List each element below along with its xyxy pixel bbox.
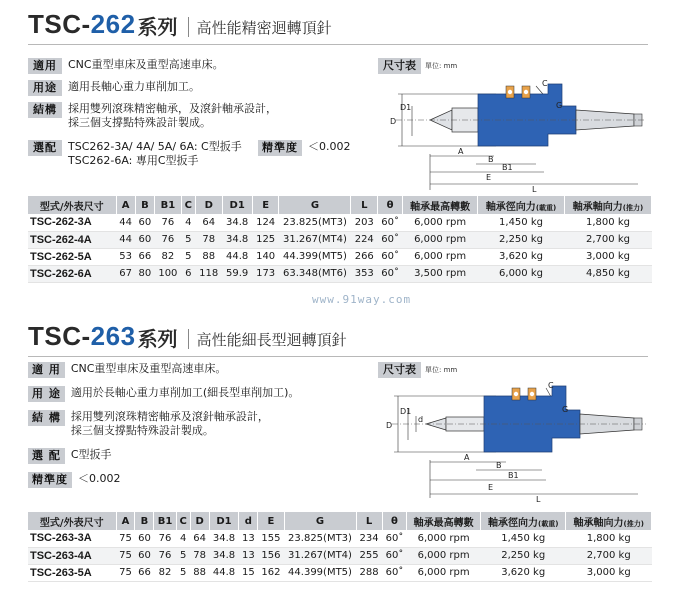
value-cell: 31.267(MT4) bbox=[279, 231, 351, 248]
header-L: L bbox=[356, 512, 382, 530]
header-model: 型式/外表尺寸 bbox=[28, 512, 116, 530]
use-label: 用 途 bbox=[28, 386, 65, 402]
header-A: A bbox=[116, 196, 135, 214]
value-cell: 1,450 kg bbox=[480, 530, 565, 547]
value-cell: 5 bbox=[176, 564, 190, 581]
dimension-label: 尺寸表 bbox=[378, 58, 421, 74]
label-A: A bbox=[458, 147, 464, 156]
header-max-rpm: 軸承最高轉數 bbox=[403, 196, 478, 214]
value-cell: 5 bbox=[181, 231, 195, 248]
model-cell: TSC-262-4A bbox=[28, 231, 116, 248]
apply-label: 適 用 bbox=[28, 362, 65, 378]
use-value: 適用長軸心重力車削加工。 bbox=[68, 80, 200, 93]
header-radial: 軸承徑向力(載重) bbox=[480, 512, 565, 530]
value-cell: 6,000 rpm bbox=[403, 214, 478, 231]
value-cell: 3,000 kg bbox=[564, 248, 651, 265]
structure-value bbox=[68, 102, 277, 130]
structure-line-2: 採三個支撐點特殊設計製成。 bbox=[68, 116, 211, 129]
label-D1: D1 bbox=[400, 407, 412, 416]
value-cell: 2,250 kg bbox=[478, 231, 565, 248]
value-cell: 23.825(MT3) bbox=[284, 530, 356, 547]
header-B1: B1 bbox=[154, 512, 176, 530]
watermark: www.91way.com bbox=[312, 293, 412, 306]
title-code: TSC- bbox=[28, 9, 91, 39]
header-D: D bbox=[195, 196, 222, 214]
value-cell: 76 bbox=[154, 530, 176, 547]
precision-value: ＜0.002 bbox=[78, 472, 121, 485]
value-cell: 2,700 kg bbox=[566, 547, 652, 564]
label-G: G bbox=[556, 101, 563, 110]
value-cell: 76 bbox=[154, 547, 176, 564]
value-cell: 155 bbox=[258, 530, 284, 547]
option-row bbox=[28, 140, 242, 168]
precision-value: ＜0.002 bbox=[308, 140, 351, 153]
value-cell: 203 bbox=[351, 214, 378, 231]
title-number: 262 bbox=[90, 9, 136, 39]
precision-label: 精準度 bbox=[28, 472, 72, 488]
value-cell: 60˚ bbox=[378, 248, 403, 265]
value-cell: 5 bbox=[176, 547, 190, 564]
label-E: E bbox=[486, 173, 492, 182]
dimension-unit: 單位: mm bbox=[425, 366, 458, 374]
precision-row bbox=[258, 140, 351, 156]
value-cell: 44 bbox=[116, 231, 135, 248]
value-cell: 60 bbox=[135, 530, 154, 547]
header-E: E bbox=[258, 512, 284, 530]
use-row bbox=[28, 80, 200, 96]
structure-label: 結 構 bbox=[28, 410, 65, 426]
table-row bbox=[28, 547, 652, 564]
value-cell: 82 bbox=[155, 248, 182, 265]
value-cell: 6,000 kg bbox=[478, 265, 565, 282]
value-cell: 31.267(MT4) bbox=[284, 547, 356, 564]
value-cell: 4 bbox=[176, 530, 190, 547]
table-row bbox=[28, 214, 652, 231]
value-cell: 63.348(MT6) bbox=[279, 265, 351, 282]
value-cell: 2,700 kg bbox=[564, 231, 651, 248]
structure-line-2: 採三個支撐點特殊設計製成。 bbox=[70, 424, 214, 437]
header-L: L bbox=[351, 196, 378, 214]
value-cell: 60˚ bbox=[378, 231, 403, 248]
value-cell: 3,000 kg bbox=[566, 564, 652, 581]
title-rule bbox=[28, 356, 648, 357]
use-row bbox=[28, 386, 299, 402]
dimension-header bbox=[378, 58, 457, 74]
dimension-unit: 單位: mm bbox=[425, 62, 458, 70]
value-cell: 118 bbox=[195, 265, 222, 282]
title-divider bbox=[188, 17, 189, 37]
slim-live-center-drawing bbox=[376, 380, 648, 504]
model-cell: TSC-262-5A bbox=[28, 248, 116, 265]
value-cell: 266 bbox=[351, 248, 378, 265]
title-series: 系列 bbox=[137, 15, 178, 39]
value-cell: 76 bbox=[155, 231, 182, 248]
header-C: C bbox=[181, 196, 195, 214]
label-A: A bbox=[464, 453, 470, 462]
use-label: 用途 bbox=[28, 80, 62, 96]
structure-line-1: 採用雙列滾珠精密軸承，及滾針軸承設計， bbox=[68, 102, 277, 115]
table-header-row bbox=[28, 196, 652, 214]
value-cell: 75 bbox=[116, 547, 135, 564]
value-cell: 3,620 kg bbox=[480, 564, 565, 581]
table-row bbox=[28, 231, 652, 248]
apply-value: CNC重型車床及重型高速車床。 bbox=[68, 58, 224, 71]
value-cell: 13 bbox=[239, 530, 258, 547]
header-B: B bbox=[135, 512, 154, 530]
header-radial: 軸承徑向力(載重) bbox=[478, 196, 565, 214]
value-cell: 4 bbox=[181, 214, 195, 231]
value-cell: 64 bbox=[190, 530, 209, 547]
value-cell: 255 bbox=[356, 547, 382, 564]
header-max-rpm: 軸承最高轉數 bbox=[407, 512, 481, 530]
title-subtitle: 高性能細長型迴轉頂針 bbox=[196, 331, 347, 349]
value-cell: 6,000 rpm bbox=[403, 248, 478, 265]
value-cell: 124 bbox=[252, 214, 279, 231]
label-C: C bbox=[542, 79, 548, 88]
label-D1: D1 bbox=[400, 103, 412, 112]
apply-row bbox=[28, 362, 226, 378]
value-cell: 44.8 bbox=[209, 564, 239, 581]
header-axial: 軸承軸向力(推力) bbox=[564, 196, 651, 214]
header-D1: D1 bbox=[209, 512, 239, 530]
value-cell: 60˚ bbox=[382, 547, 407, 564]
value-cell: 78 bbox=[195, 231, 222, 248]
series-262-title bbox=[28, 6, 332, 40]
series-263-section bbox=[0, 312, 680, 602]
header-axial: 軸承軸向力(推力) bbox=[566, 512, 652, 530]
option-row bbox=[28, 448, 112, 464]
label-B1: B1 bbox=[502, 163, 513, 172]
live-center-drawing bbox=[376, 76, 648, 194]
header-G: G bbox=[279, 196, 351, 214]
value-cell: 140 bbox=[252, 248, 279, 265]
value-cell: 34.8 bbox=[209, 530, 239, 547]
value-cell: 34.8 bbox=[222, 231, 252, 248]
header-B: B bbox=[135, 196, 154, 214]
apply-label: 適用 bbox=[28, 58, 62, 74]
structure-line-1: 採用雙列滾珠精密軸承及滾針軸承設計， bbox=[70, 410, 269, 423]
label-C: C bbox=[548, 381, 554, 390]
label-L: L bbox=[536, 495, 541, 504]
model-cell: TSC-262-6A bbox=[28, 265, 116, 282]
table-header-row bbox=[28, 512, 652, 530]
value-cell: 34.8 bbox=[222, 214, 252, 231]
value-cell: 6,000 rpm bbox=[403, 231, 478, 248]
value-cell: 1,800 kg bbox=[566, 530, 652, 547]
value-cell: 1,800 kg bbox=[564, 214, 651, 231]
value-cell: 88 bbox=[195, 248, 222, 265]
precision-label: 精準度 bbox=[258, 140, 302, 156]
value-cell: 44.399(MT5) bbox=[284, 564, 356, 581]
value-cell: 13 bbox=[239, 547, 258, 564]
title-code: TSC- bbox=[28, 321, 91, 351]
value-cell: 67 bbox=[116, 265, 135, 282]
title-number: 263 bbox=[90, 321, 136, 351]
dimension-header bbox=[378, 362, 457, 378]
value-cell: 60˚ bbox=[378, 214, 403, 231]
header-C: C bbox=[176, 512, 190, 530]
value-cell: 60 bbox=[135, 547, 154, 564]
value-cell: 4,850 kg bbox=[564, 265, 651, 282]
title-series: 系列 bbox=[137, 327, 178, 351]
header-A: A bbox=[116, 512, 135, 530]
value-cell: 60˚ bbox=[382, 564, 407, 581]
value-cell: 6,000 rpm bbox=[407, 564, 481, 581]
title-subtitle: 高性能精密迴轉頂針 bbox=[196, 19, 332, 37]
label-G: G bbox=[562, 405, 569, 414]
header-theta: θ bbox=[382, 512, 407, 530]
value-cell: 80 bbox=[135, 265, 154, 282]
value-cell: 60˚ bbox=[378, 265, 403, 282]
value-cell: 64 bbox=[195, 214, 222, 231]
value-cell: 60˚ bbox=[382, 530, 407, 547]
title-rule bbox=[28, 44, 648, 45]
value-cell: 234 bbox=[356, 530, 382, 547]
dimension-label: 尺寸表 bbox=[378, 362, 421, 378]
label-E: E bbox=[488, 483, 494, 492]
model-cell: TSC-263-4A bbox=[28, 547, 116, 564]
table-row bbox=[28, 564, 652, 581]
table-row bbox=[28, 530, 652, 547]
label-d: d bbox=[418, 415, 424, 424]
value-cell: 173 bbox=[252, 265, 279, 282]
header-D: D bbox=[190, 512, 209, 530]
value-cell: 59.9 bbox=[222, 265, 252, 282]
spec-table-263 bbox=[28, 512, 652, 582]
value-cell: 44.8 bbox=[222, 248, 252, 265]
header-d: d bbox=[239, 512, 258, 530]
value-cell: 60 bbox=[135, 231, 154, 248]
header-model: 型式/外表尺寸 bbox=[28, 196, 116, 214]
value-cell: 224 bbox=[351, 231, 378, 248]
value-cell: 23.825(MT3) bbox=[279, 214, 351, 231]
value-cell: 162 bbox=[258, 564, 284, 581]
label-L: L bbox=[532, 185, 537, 194]
value-cell: 2,250 kg bbox=[480, 547, 565, 564]
model-cell: TSC-262-3A bbox=[28, 214, 116, 231]
label-D: D bbox=[386, 421, 393, 430]
model-cell: TSC-263-3A bbox=[28, 530, 116, 547]
value-cell: 76 bbox=[155, 214, 182, 231]
value-cell: 156 bbox=[258, 547, 284, 564]
value-cell: 88 bbox=[190, 564, 209, 581]
option-value bbox=[68, 140, 242, 168]
header-G: G bbox=[284, 512, 356, 530]
value-cell: 288 bbox=[356, 564, 382, 581]
option-line-1: TSC262-3A/ 4A/ 5A/ 6A: C型扳手 bbox=[68, 140, 242, 153]
model-cell: TSC-263-5A bbox=[28, 564, 116, 581]
spec-table-262 bbox=[28, 196, 652, 283]
value-cell: 78 bbox=[190, 547, 209, 564]
apply-row bbox=[28, 58, 224, 74]
value-cell: 60 bbox=[135, 214, 154, 231]
value-cell: 3,500 rpm bbox=[403, 265, 478, 282]
value-cell: 125 bbox=[252, 231, 279, 248]
structure-row bbox=[28, 102, 277, 130]
value-cell: 5 bbox=[181, 248, 195, 265]
label-B: B bbox=[496, 461, 502, 470]
label-D: D bbox=[390, 117, 397, 126]
label-B1: B1 bbox=[508, 471, 519, 480]
structure-label: 結構 bbox=[28, 102, 62, 118]
value-cell: 75 bbox=[116, 530, 135, 547]
table-row bbox=[28, 265, 652, 282]
option-label: 選配 bbox=[28, 140, 62, 156]
use-value: 適用於長軸心重力車削加工(細長型車削加工)。 bbox=[70, 386, 300, 399]
value-cell: 75 bbox=[116, 564, 135, 581]
value-cell: 66 bbox=[135, 248, 154, 265]
header-D1: D1 bbox=[222, 196, 252, 214]
header-theta: θ bbox=[378, 196, 403, 214]
option-label: 選 配 bbox=[28, 448, 65, 464]
value-cell: 66 bbox=[135, 564, 154, 581]
structure-value bbox=[71, 410, 269, 438]
option-value: C型扳手 bbox=[70, 448, 112, 461]
value-cell: 82 bbox=[154, 564, 176, 581]
value-cell: 1,450 kg bbox=[478, 214, 565, 231]
value-cell: 15 bbox=[239, 564, 258, 581]
value-cell: 53 bbox=[116, 248, 135, 265]
header-E: E bbox=[252, 196, 279, 214]
title-divider bbox=[188, 329, 189, 349]
apply-value: CNC重型車床及重型高速車床。 bbox=[70, 362, 227, 375]
value-cell: 44 bbox=[116, 214, 135, 231]
value-cell: 6,000 rpm bbox=[407, 530, 481, 547]
series-263-title bbox=[28, 318, 347, 352]
value-cell: 34.8 bbox=[209, 547, 239, 564]
structure-row bbox=[28, 410, 269, 438]
table-row bbox=[28, 248, 652, 265]
value-cell: 3,620 kg bbox=[478, 248, 565, 265]
precision-row bbox=[28, 472, 121, 488]
label-B: B bbox=[488, 155, 494, 164]
header-B1: B1 bbox=[155, 196, 182, 214]
value-cell: 353 bbox=[351, 265, 378, 282]
value-cell: 6,000 rpm bbox=[407, 547, 481, 564]
value-cell: 100 bbox=[155, 265, 182, 282]
value-cell: 6 bbox=[181, 265, 195, 282]
option-line-2: TSC262-6A: 專用C型扳手 bbox=[68, 154, 199, 167]
value-cell: 44.399(MT5) bbox=[279, 248, 351, 265]
